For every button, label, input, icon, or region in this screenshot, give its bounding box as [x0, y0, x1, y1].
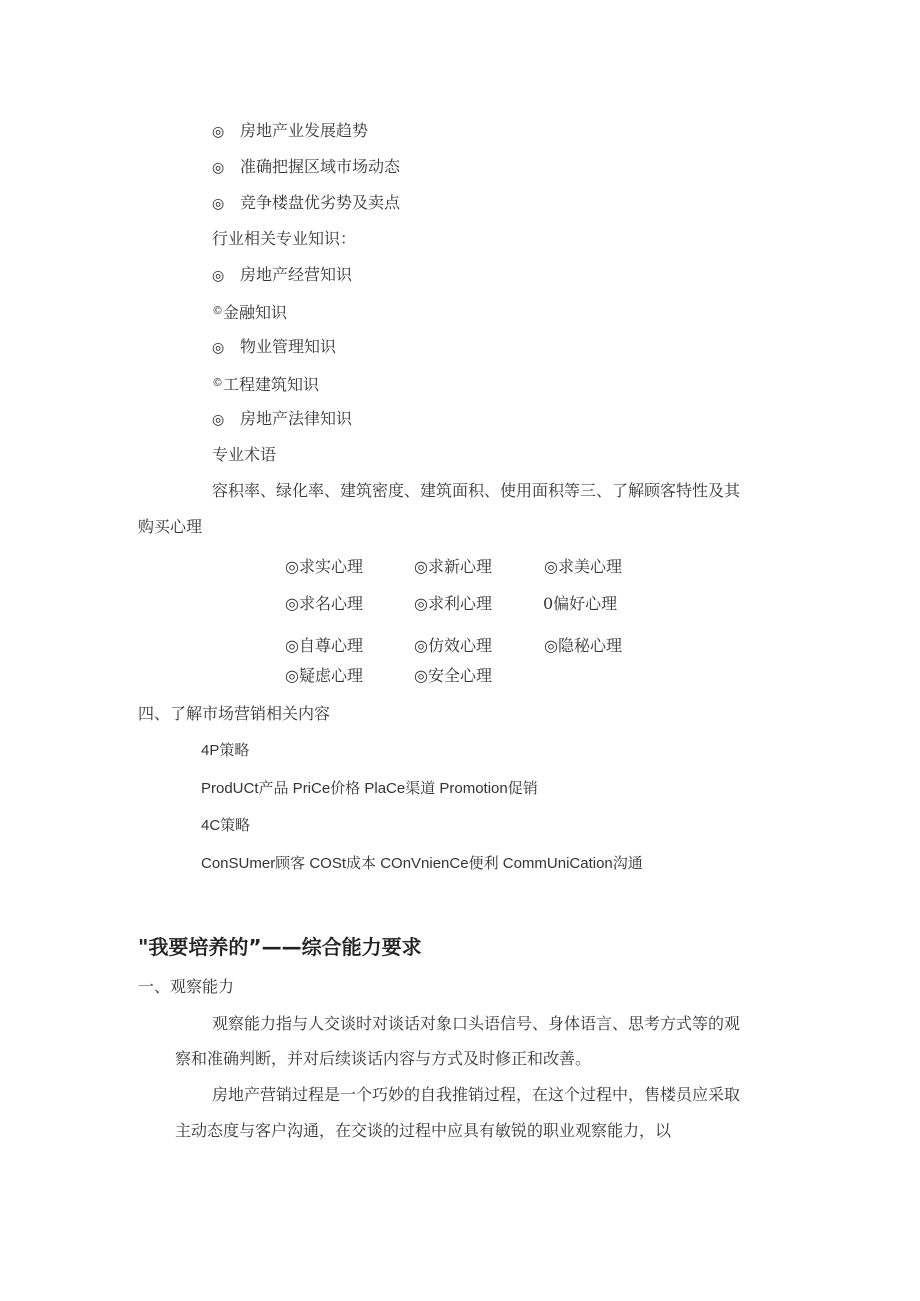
list-item-label: 竞争楼盘优劣势及卖点	[240, 193, 401, 212]
terms-paragraph-line1: 容积率、绿化率、建筑密度、建筑面积、使用面积等三、了解顾客特性及其	[212, 481, 741, 500]
bullet-icon: ◎	[212, 268, 225, 284]
list-item-label: 准确把握区域市场动态	[240, 157, 401, 176]
observation-paragraph2-line2: 主动态度与客户沟通，在交谈的过程中应具有敏锐的职业观察能力，以	[175, 1121, 672, 1140]
psychology-item: 0偏好心理	[543, 594, 618, 613]
psychology-item: ◎求实心理	[285, 557, 363, 576]
bullet-icon: ◎	[212, 412, 225, 428]
observation-paragraph1-line1: 观察能力指与人交谈时对谈话对象口头语信号、身体语言、思考方式等的观	[212, 1014, 741, 1033]
section4-title: 四、了解市场营销相关内容	[138, 704, 331, 723]
list-item-construction-knowledge	[212, 373, 319, 395]
bullet-icon: ◎	[212, 340, 225, 356]
strategy-4c-content: ConSUmer顾客 COSt成本 COnVnienCe便利 CommUniCation沟通	[201, 855, 643, 872]
observation-paragraph1-line2: 察和准确判断，并对后续谈话内容与方式及时修正和改善。	[175, 1049, 592, 1068]
cultivate-heading: "我要培养的”——综合能力要求	[138, 935, 422, 959]
list-item-competitor	[212, 193, 400, 214]
observation-title: 一、观察能力	[138, 977, 235, 996]
strategy-4p-content: ProdUCt产品 PriCe价格 PlaCe渠道 Promotion促销	[201, 780, 538, 797]
list-item-property-management	[212, 337, 336, 358]
bullet-icon: ◎	[212, 160, 225, 176]
psychology-item: ◎自尊心理	[285, 636, 363, 655]
list-item-label: 房地产业发展趋势	[240, 121, 369, 140]
list-item-law-knowledge	[212, 409, 352, 430]
copyright-icon: ©	[212, 376, 223, 389]
list-item-market-trend	[212, 121, 368, 142]
strategy-4p-title: 4P策略	[201, 742, 250, 759]
list-item-regional-market	[212, 157, 400, 178]
psychology-item: ◎安全心理	[414, 666, 492, 685]
terms-paragraph-line2: 购买心理	[138, 517, 203, 536]
strategy-4c-title: 4C策略	[201, 817, 251, 834]
list-item-label: 房地产法律知识	[240, 409, 353, 428]
observation-paragraph2-line1: 房地产营销过程是一个巧妙的自我推销过程，在这个过程中，售楼员应采取	[212, 1085, 741, 1104]
psychology-item: ◎求利心理	[414, 594, 492, 613]
psychology-item: ◎求美心理	[544, 557, 622, 576]
list-item-label: 物业管理知识	[240, 337, 337, 356]
psychology-item: ◎隐秘心理	[544, 636, 622, 655]
list-item-label: 工程建筑知识	[223, 375, 320, 394]
bullet-icon: ◎	[212, 196, 225, 212]
bullet-icon: ◎	[212, 124, 225, 140]
psychology-item: ◎求名心理	[285, 594, 363, 613]
knowledge-title: 行业相关专业知识：	[212, 229, 357, 248]
list-item-label: 金融知识	[223, 303, 288, 322]
list-item-label: 房地产经营知识	[240, 265, 353, 284]
list-item-operation-knowledge	[212, 265, 352, 286]
psychology-item: ◎仿效心理	[414, 636, 492, 655]
psychology-item: ◎疑虑心理	[285, 666, 363, 685]
copyright-icon: ©	[212, 304, 223, 317]
list-item-finance-knowledge	[212, 301, 287, 323]
terms-title: 专业术语	[212, 445, 277, 464]
psychology-item: ◎求新心理	[414, 557, 492, 576]
